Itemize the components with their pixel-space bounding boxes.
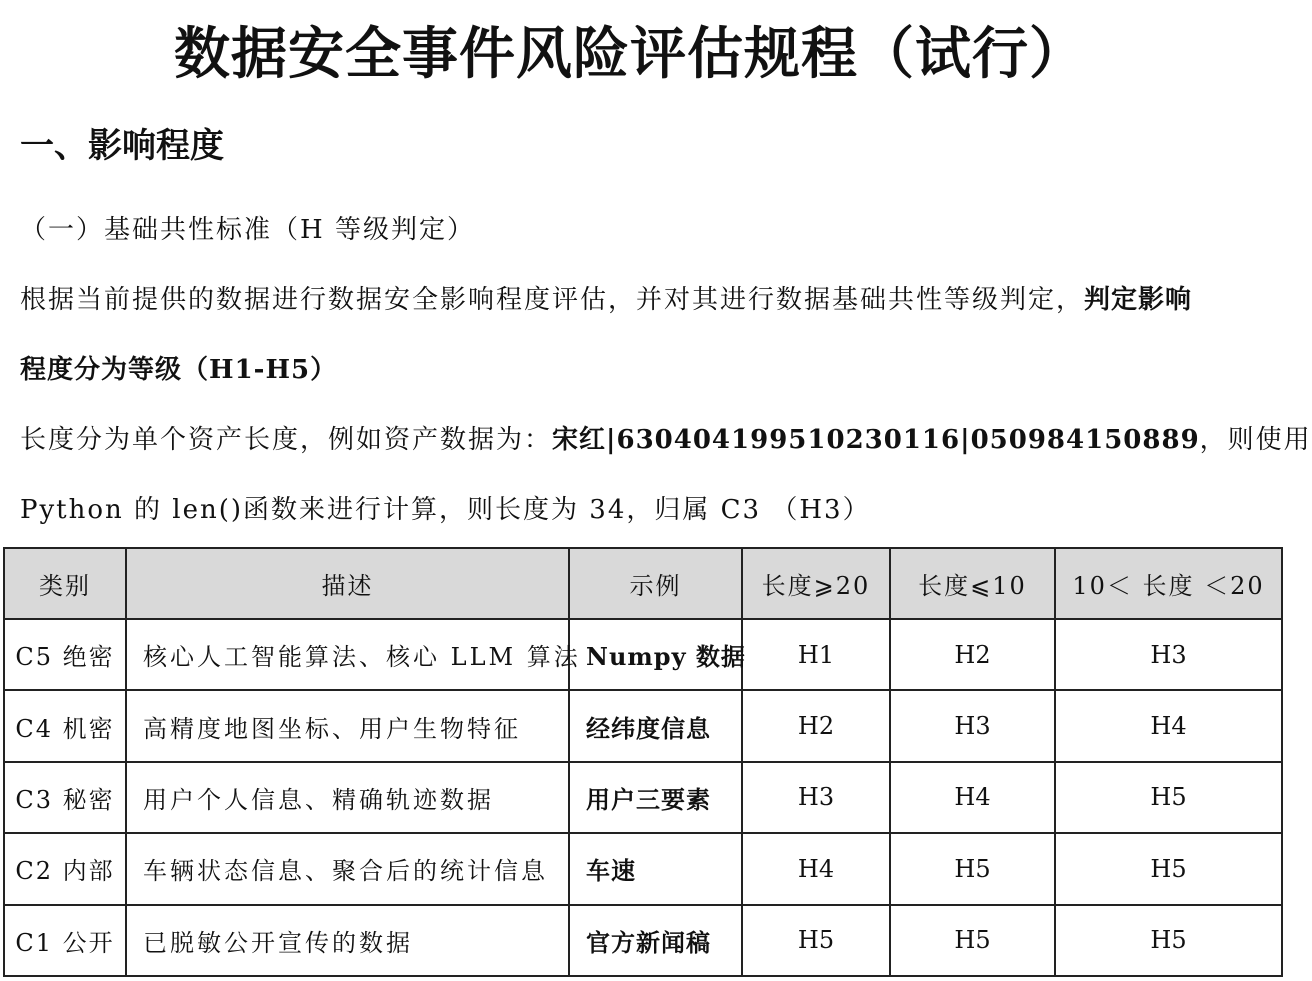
cell-example: Numpy 数据	[569, 619, 742, 690]
cell-description: 车辆状态信息、聚合后的统计信息	[126, 833, 569, 904]
paragraph-assessment-intro	[20, 282, 1270, 318]
cell-level-ge-20: H2	[742, 690, 890, 761]
cell-level-ge-20: H3	[742, 762, 890, 833]
cell-category: C3 秘密	[4, 762, 126, 833]
document-title: 数据安全事件风险评估规程（试行）	[174, 22, 1086, 87]
header-length-between: 10＜ 长度 ＜20	[1055, 548, 1282, 619]
cell-category: C1 公开	[4, 905, 126, 976]
paragraph-text: 根据当前提供的数据进行数据安全影响程度评估，并对其进行数据基础共性等级判定，	[20, 285, 1085, 315]
cell-level-le-10: H2	[890, 619, 1055, 690]
cell-example: 官方新闻稿	[569, 905, 742, 976]
table-row	[4, 619, 1282, 690]
paragraph-length-example	[20, 422, 1312, 458]
cell-level-le-10: H5	[890, 833, 1055, 904]
cell-level-le-10: H5	[890, 905, 1055, 976]
table-row	[4, 833, 1282, 904]
cell-level-ge-20: H4	[742, 833, 890, 904]
cell-level-between: H5	[1055, 762, 1282, 833]
cell-category: C2 内部	[4, 833, 126, 904]
cell-example: 用户三要素	[569, 762, 742, 833]
header-length-le-10: 长度⩽10	[890, 548, 1055, 619]
header-category: 类别	[4, 548, 126, 619]
cell-description: 高精度地图坐标、用户生物特征	[126, 690, 569, 761]
paragraph-levels	[20, 352, 1270, 388]
subsection-heading: （一）基础共性标准（H 等级判定）	[20, 215, 475, 245]
section-heading: 一、影响程度	[20, 126, 224, 166]
cell-level-between: H5	[1055, 905, 1282, 976]
cell-description: 用户个人信息、精确轨迹数据	[126, 762, 569, 833]
impact-level-table	[3, 547, 1283, 977]
cell-level-ge-20: H1	[742, 619, 890, 690]
table-row	[4, 905, 1282, 976]
cell-description: 核心人工智能算法、核心 LLM 算法	[126, 619, 569, 690]
header-example: 示例	[569, 548, 742, 619]
paragraph-length-calculation: Python 的 len()函数来进行计算，则长度为 34，归属 C3 （H3）	[20, 495, 871, 525]
cell-level-between: H3	[1055, 619, 1282, 690]
cell-level-ge-20: H5	[742, 905, 890, 976]
cell-description: 已脱敏公开宣传的数据	[126, 905, 569, 976]
table-row	[4, 690, 1282, 761]
table-header-row	[4, 548, 1282, 619]
cell-category: C5 绝密	[4, 619, 126, 690]
paragraph-bold-text: 程度分为等级（H1-H5）	[20, 355, 338, 385]
cell-level-le-10: H4	[890, 762, 1055, 833]
paragraph-text: ，则使用	[1199, 425, 1312, 455]
cell-example: 车速	[569, 833, 742, 904]
paragraph-text: 长度分为单个资产长度，例如资产数据为：	[20, 425, 553, 455]
table-row	[4, 762, 1282, 833]
cell-level-between: H4	[1055, 690, 1282, 761]
cell-example: 经纬度信息	[569, 690, 742, 761]
cell-level-le-10: H3	[890, 690, 1055, 761]
example-asset-data: 宋红|630404199510230116|050984150889	[552, 425, 1200, 455]
header-length-ge-20: 长度⩾20	[742, 548, 890, 619]
cell-level-between: H5	[1055, 833, 1282, 904]
cell-category: C4 机密	[4, 690, 126, 761]
paragraph-bold-text: 判定影响	[1084, 285, 1193, 315]
header-description: 描述	[126, 548, 569, 619]
